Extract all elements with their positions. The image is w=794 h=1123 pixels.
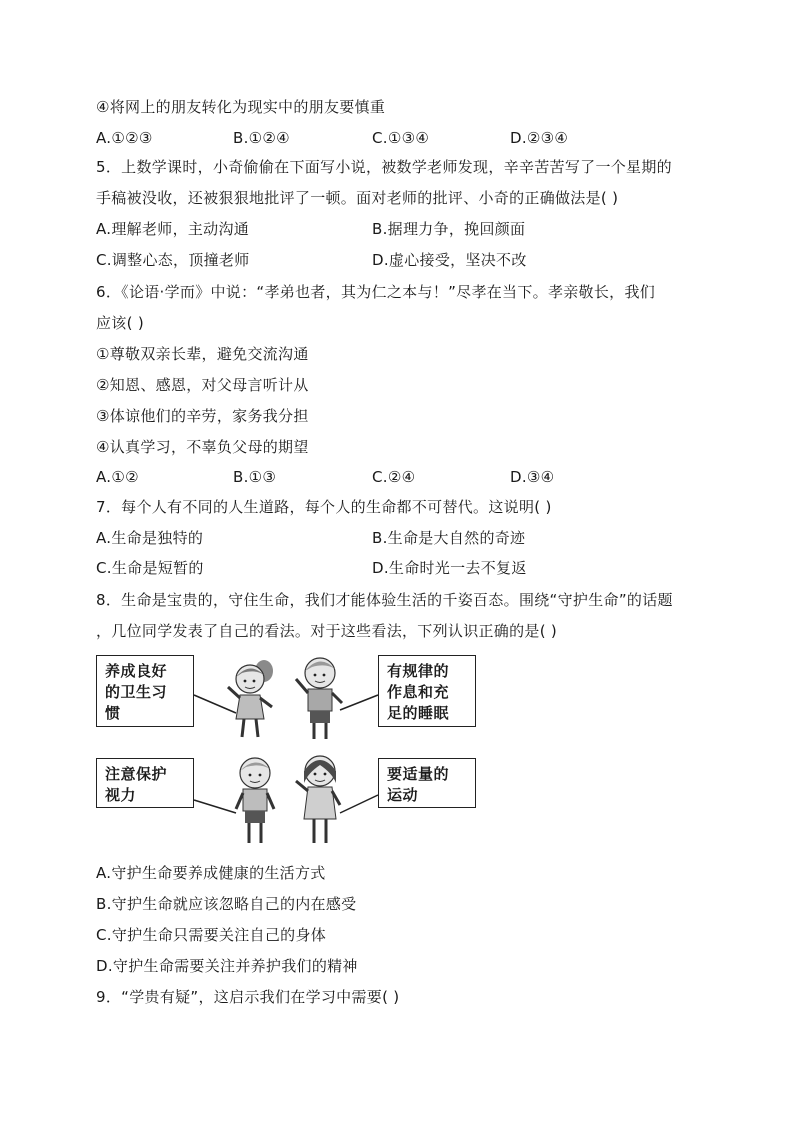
q6-option-c[interactable]: C.②④ [372, 468, 416, 486]
tip-box-sleep [378, 655, 476, 727]
q4-item-4: ④将网上的朋友转化为现实中的朋友要慎重 [96, 98, 386, 116]
q8-option-c[interactable]: C.守护生命只需要关注自己的身体 [96, 926, 327, 944]
q6-stem-line-2: 应该( ) [96, 314, 144, 332]
girl-pointing-illustration [292, 753, 348, 847]
q6-stem-line-1: 6．《论语·学而》中说：“孝弟也者，其为仁之本与！”尽孝在当下。孝亲敬长，我们 [96, 283, 656, 301]
q7-stem: 7．每个人有不同的人生道路，每个人的生命都不可替代。这说明( ) [96, 498, 552, 516]
q7-option-c[interactable]: C.生命是短暂的 [96, 559, 204, 577]
q8-stem-line-2: ，几位同学发表了自己的看法。对于这些看法，下列认识正确的是( ) [96, 622, 558, 640]
q4-option-d[interactable]: D.②③④ [510, 129, 569, 147]
q5-option-b[interactable]: B.据理力争，挽回颜面 [372, 220, 526, 238]
q4-option-a[interactable]: A.①②③ [96, 129, 153, 147]
q7-option-a[interactable]: A.生命是独特的 [96, 529, 204, 547]
q8-option-b[interactable]: B.守护生命就应该忽略自己的内在感受 [96, 895, 357, 913]
q7-option-d[interactable]: D.生命时光一去不复返 [372, 559, 527, 577]
q4-option-b[interactable]: B.①②④ [233, 129, 290, 147]
q8-figure [96, 655, 480, 850]
q6-option-b[interactable]: B.①③ [233, 468, 277, 486]
q6-option-d[interactable]: D.③④ [510, 468, 555, 486]
tip-text: 视力 [105, 786, 137, 804]
q8-stem-line-1: 8．生命是宝贵的，守住生命，我们才能体验生活的千姿百态。围绕“守护生命”的话题 [96, 591, 673, 609]
boy-standing-illustration [230, 755, 280, 847]
tip-text: 有规律的 [387, 662, 450, 680]
q5-stem-line-1: 5．上数学课时，小奇偷偷在下面写小说，被数学老师发现，辛辛苦苦写了一个星期的 [96, 158, 672, 176]
tip-box-exercise [378, 758, 476, 808]
q5-option-a[interactable]: A.理解老师，主动沟通 [96, 220, 250, 238]
q9-stem: 9．“学贵有疑”，这启示我们在学习中需要( ) [96, 988, 400, 1006]
tip-text: 运动 [387, 786, 419, 804]
q8-option-d[interactable]: D.守护生命需要关注并养护我们的精神 [96, 957, 358, 975]
boy-cartoon-illustration [292, 655, 348, 743]
tip-text: 要适量的 [387, 765, 450, 783]
q5-stem-line-2: 手稿被没收，还被狠狠地批评了一顿。面对老师的批评、小奇的正确做法是( ) [96, 189, 619, 207]
q5-option-d[interactable]: D.虚心接受，坚决不改 [372, 251, 527, 269]
q8-option-a[interactable]: A.守护生命要养成健康的生活方式 [96, 864, 326, 882]
q6-item-3: ③体谅他们的辛劳，家务我分担 [96, 407, 309, 425]
q6-item-1: ①尊敬双亲长辈，避免交流沟通 [96, 345, 309, 363]
tip-text: 作息和充 [387, 683, 450, 701]
q6-item-4: ④认真学习，不辜负父母的期望 [96, 438, 309, 456]
q6-item-2: ②知恩、感恩，对父母言听计从 [96, 376, 309, 394]
q5-option-c[interactable]: C.调整心态，顶撞老师 [96, 251, 250, 269]
tip-box-eyesight [96, 758, 194, 808]
tip-text: 惯 [105, 704, 121, 722]
tip-text: 注意保护 [105, 765, 168, 783]
tip-box-hygiene [96, 655, 194, 727]
tip-text: 足的睡眠 [387, 704, 450, 722]
q7-option-b[interactable]: B.生命是大自然的奇迹 [372, 529, 526, 547]
q4-option-c[interactable]: C.①③④ [372, 129, 430, 147]
tip-text: 养成良好 [105, 662, 168, 680]
tip-text: 的卫生习 [105, 683, 168, 701]
girl-cartoon-illustration [220, 657, 284, 743]
q6-option-a[interactable]: A.①② [96, 468, 139, 486]
